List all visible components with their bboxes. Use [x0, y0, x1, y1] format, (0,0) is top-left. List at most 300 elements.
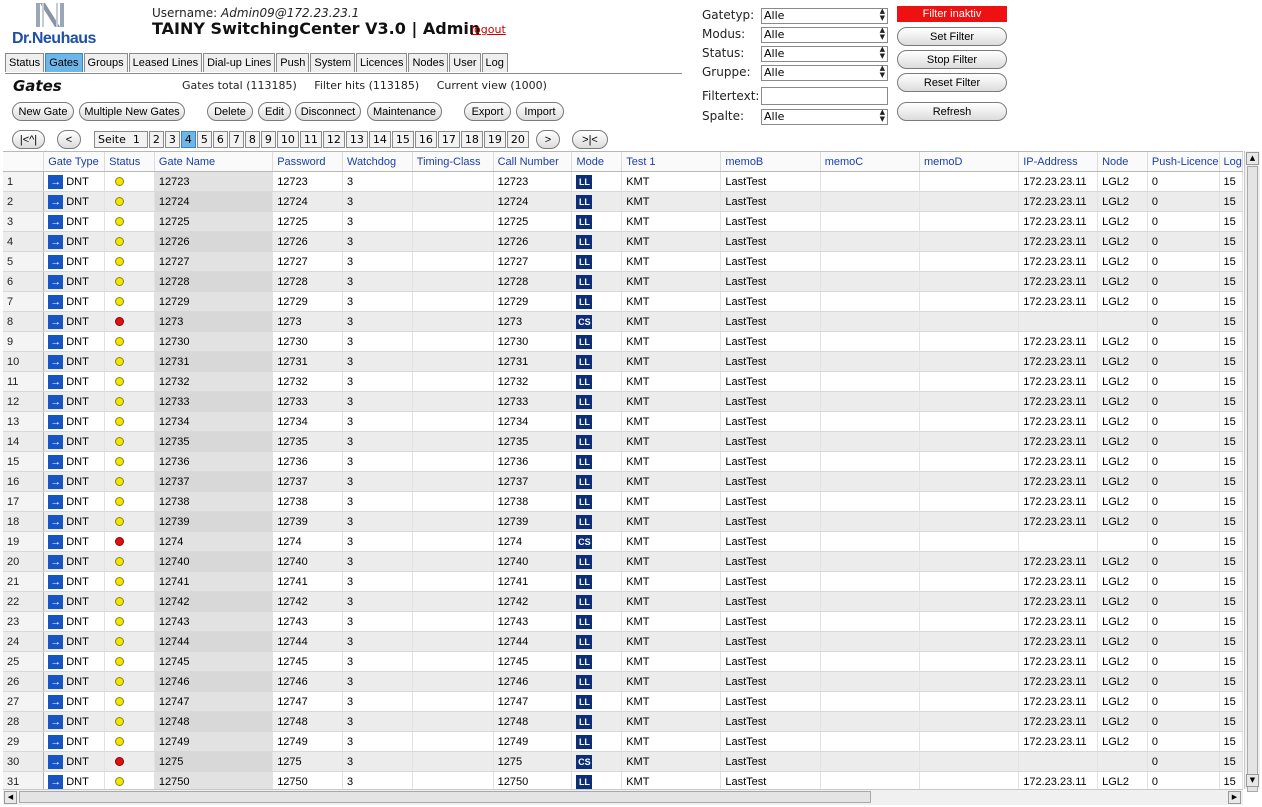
node-cell: LGL2 — [1098, 712, 1148, 732]
column-header-memod[interactable]: memoD — [919, 152, 1018, 172]
password-cell: 12750 — [273, 772, 343, 790]
scroll-right-icon[interactable]: ▶ — [1228, 791, 1241, 804]
column-header-node[interactable]: Node — [1098, 152, 1148, 172]
memob-cell: LastTest — [721, 652, 820, 672]
page-18-button[interactable]: 18 — [461, 131, 483, 148]
node-cell: LGL2 — [1098, 732, 1148, 752]
ip-address-cell: 172.23.23.11 — [1019, 252, 1098, 272]
table-row[interactable] — [3, 472, 1243, 492]
status-yellow-icon — [115, 577, 124, 586]
column-header-mode[interactable]: Mode — [572, 152, 622, 172]
log-cell: 15 — [1219, 652, 1242, 672]
mode-badge: LL — [576, 635, 592, 649]
status-value: Alle — [764, 47, 785, 60]
status-cell — [105, 352, 155, 372]
status-cell — [105, 212, 155, 232]
table-row[interactable] — [3, 212, 1243, 232]
memoc-cell — [820, 512, 919, 532]
push-licence-cell: 0 — [1147, 572, 1219, 592]
gate-type-text: DNT — [66, 335, 89, 348]
gates-total: Gates total (113185) — [182, 79, 297, 92]
export-button[interactable]: Export — [464, 102, 511, 121]
memod-cell — [919, 632, 1018, 652]
tab-push[interactable]: Push — [276, 53, 309, 72]
mode-badge: LL — [576, 255, 592, 269]
mode-cell — [572, 572, 622, 592]
gate-name-cell: 12724 — [154, 192, 272, 212]
gate-type-arrow-icon: → — [50, 275, 62, 288]
page-16-button[interactable]: 16 — [415, 131, 437, 148]
log-cell: 15 — [1219, 512, 1242, 532]
memod-cell — [919, 272, 1018, 292]
stop-filter-button[interactable]: Stop Filter — [897, 50, 1007, 69]
gruppe-select[interactable] — [761, 65, 888, 81]
gate-name-cell: 12726 — [154, 232, 272, 252]
memod-cell — [919, 752, 1018, 772]
memod-cell — [919, 572, 1018, 592]
gruppe-value: Alle — [764, 66, 785, 79]
status-yellow-icon — [115, 497, 124, 506]
test1-cell: KMT — [622, 432, 721, 452]
table-row[interactable] — [3, 532, 1243, 552]
page-20-button[interactable]: 20 — [507, 131, 529, 148]
column-header-password[interactable]: Password — [273, 152, 343, 172]
column-header-watchdog[interactable]: Watchdog — [342, 152, 412, 172]
status-cell — [105, 332, 155, 352]
tab-log[interactable]: Log — [482, 53, 508, 72]
horizontal-scrollbar[interactable] — [3, 789, 1243, 805]
gate-type-cell — [44, 252, 105, 272]
call-number-cell: 1273 — [493, 312, 572, 332]
password-cell: 12728 — [273, 272, 343, 292]
log-cell: 15 — [1219, 772, 1242, 790]
test1-cell: KMT — [622, 712, 721, 732]
mode-cell — [572, 332, 622, 352]
scroll-down-icon[interactable]: ▼ — [1246, 774, 1259, 787]
gate-type-arrow-icon: → — [50, 315, 62, 328]
test1-cell: KMT — [622, 252, 721, 272]
column-header-test-1[interactable]: Test 1 — [622, 152, 721, 172]
gate-type-cell — [44, 592, 105, 612]
scroll-left-icon[interactable]: ◀ — [4, 791, 17, 804]
watchdog-cell: 3 — [342, 672, 412, 692]
timing-class-cell — [412, 432, 493, 452]
mode-badge: LL — [576, 595, 592, 609]
memod-cell — [919, 432, 1018, 452]
watchdog-cell: 3 — [342, 512, 412, 532]
page-2-button[interactable]: 2 — [149, 131, 164, 148]
memod-cell — [919, 292, 1018, 312]
memoc-cell — [820, 252, 919, 272]
refresh-button[interactable]: Refresh — [897, 102, 1007, 121]
gates-table — [3, 152, 1243, 789]
table-row[interactable] — [3, 392, 1243, 412]
memoc-cell — [820, 712, 919, 732]
call-number-cell: 12730 — [493, 332, 572, 352]
timing-class-cell — [412, 492, 493, 512]
row-number: 11 — [3, 372, 44, 392]
test1-cell: KMT — [622, 232, 721, 252]
ip-address-cell: 172.23.23.11 — [1019, 572, 1098, 592]
status-cell — [105, 452, 155, 472]
mode-cell — [572, 372, 622, 392]
mode-cell — [572, 632, 622, 652]
test1-cell: KMT — [622, 372, 721, 392]
memod-cell — [919, 492, 1018, 512]
table-row[interactable] — [3, 592, 1243, 612]
disconnect-button[interactable]: Disconnect — [295, 102, 361, 121]
gate-name-cell: 12743 — [154, 612, 272, 632]
gate-type-cell — [44, 272, 105, 292]
memob-cell: LastTest — [721, 732, 820, 752]
log-cell: 15 — [1219, 552, 1242, 572]
column-header-timing-class[interactable]: Timing-Class — [412, 152, 493, 172]
table-row[interactable] — [3, 312, 1243, 332]
page-6-button[interactable]: 6 — [213, 131, 228, 148]
column-header-memoc[interactable]: memoC — [820, 152, 919, 172]
page-19-button[interactable]: 19 — [484, 131, 506, 148]
gate-type-cell — [44, 432, 105, 452]
tab-dial-up-lines[interactable]: Dial-up Lines — [203, 53, 275, 72]
ip-address-cell — [1019, 532, 1098, 552]
table-row[interactable] — [3, 432, 1243, 452]
timing-class-cell — [412, 312, 493, 332]
page-1-button[interactable]: 1 — [132, 133, 140, 146]
tab-status[interactable]: Status — [5, 53, 44, 72]
push-licence-cell: 0 — [1147, 272, 1219, 292]
tab-gates[interactable]: Gates — [45, 53, 82, 72]
import-button[interactable]: Import — [516, 102, 564, 121]
memob-cell: LastTest — [721, 712, 820, 732]
node-cell: LGL2 — [1098, 612, 1148, 632]
mode-badge: LL — [576, 415, 592, 429]
maintenance-button[interactable]: Maintenance — [367, 102, 442, 121]
page-4-button[interactable]: 4 — [181, 131, 196, 148]
first-page-button[interactable]: |<^| — [12, 130, 45, 149]
column-header-push-licence[interactable]: Push-Licence — [1147, 152, 1219, 172]
column-header-log[interactable]: Log — [1219, 152, 1242, 172]
watchdog-cell: 3 — [342, 232, 412, 252]
push-licence-cell: 0 — [1147, 212, 1219, 232]
page-8-button[interactable]: 8 — [245, 131, 260, 148]
watchdog-cell: 3 — [342, 552, 412, 572]
status-cell — [105, 312, 155, 332]
gate-type-text: DNT — [66, 415, 89, 428]
column-header-gate-type[interactable]: Gate Type — [44, 152, 105, 172]
call-number-cell: 12725 — [493, 212, 572, 232]
tab-groups[interactable]: Groups — [84, 53, 128, 72]
gate-counts — [182, 79, 561, 92]
gate-type-arrow-icon: → — [50, 175, 62, 188]
timing-class-cell — [412, 572, 493, 592]
edit-button[interactable]: Edit — [258, 102, 291, 121]
page-9-button[interactable]: 9 — [261, 131, 276, 148]
status-yellow-icon — [115, 257, 124, 266]
gate-type-text: DNT — [66, 235, 89, 248]
memob-cell: LastTest — [721, 332, 820, 352]
page-5-button[interactable]: 5 — [197, 131, 212, 148]
scroll-up-icon[interactable]: ▲ — [1246, 152, 1259, 165]
table-row[interactable] — [3, 412, 1243, 432]
status-cell — [105, 492, 155, 512]
test1-cell: KMT — [622, 412, 721, 432]
table-row[interactable] — [3, 332, 1243, 352]
gate-name-cell: 1273 — [154, 312, 272, 332]
watchdog-cell: 3 — [342, 432, 412, 452]
table-row[interactable] — [3, 612, 1243, 632]
log-cell: 15 — [1219, 612, 1242, 632]
memoc-cell — [820, 452, 919, 472]
password-cell: 12729 — [273, 292, 343, 312]
table-row[interactable] — [3, 172, 1243, 192]
status-yellow-icon — [115, 397, 124, 406]
gate-type-text: DNT — [66, 755, 89, 768]
status-cell — [105, 692, 155, 712]
memoc-cell — [820, 772, 919, 790]
vertical-scroll-thumb[interactable] — [1247, 166, 1258, 792]
table-row[interactable] — [3, 512, 1243, 532]
horizontal-scroll-thumb[interactable] — [19, 791, 871, 803]
memoc-cell — [820, 692, 919, 712]
mode-badge: LL — [576, 475, 592, 489]
table-row[interactable] — [3, 692, 1243, 712]
node-cell: LGL2 — [1098, 472, 1148, 492]
memob-cell: LastTest — [721, 632, 820, 652]
gate-type-cell — [44, 612, 105, 632]
new-gate-button[interactable]: New Gate — [12, 102, 74, 121]
row-number: 7 — [3, 292, 44, 312]
gate-type-cell — [44, 552, 105, 572]
mode-badge: CS — [578, 316, 591, 327]
gatetyp-select[interactable] — [761, 8, 888, 24]
ip-address-cell: 172.23.23.11 — [1019, 512, 1098, 532]
page-7-button[interactable]: 7 — [229, 131, 244, 148]
password-cell: 12742 — [273, 592, 343, 612]
status-cell — [105, 292, 155, 312]
log-cell: 15 — [1219, 292, 1242, 312]
memoc-cell — [820, 632, 919, 652]
status-yellow-icon — [115, 697, 124, 706]
table-row[interactable] — [3, 272, 1243, 292]
filtertext-input[interactable] — [761, 87, 888, 105]
table-row[interactable] — [3, 772, 1243, 790]
gate-name-cell: 12736 — [154, 452, 272, 472]
push-licence-cell: 0 — [1147, 652, 1219, 672]
table-row[interactable] — [3, 232, 1243, 252]
call-number-cell: 12742 — [493, 592, 572, 612]
timing-class-cell — [412, 372, 493, 392]
delete-button[interactable]: Delete — [207, 102, 253, 121]
status-cell — [105, 252, 155, 272]
multiple-new-gates-button[interactable]: Multiple New Gates — [79, 102, 185, 121]
spalte-select[interactable] — [761, 109, 888, 125]
memob-cell: LastTest — [721, 572, 820, 592]
call-number-cell: 12738 — [493, 492, 572, 512]
page-3-button[interactable]: 3 — [165, 131, 180, 148]
tab-user[interactable]: User — [449, 53, 480, 72]
filter-hits: Filter hits (113185) — [314, 79, 420, 92]
ip-address-cell: 172.23.23.11 — [1019, 412, 1098, 432]
page-11-button[interactable]: 11 — [300, 131, 322, 148]
tab-nodes[interactable]: Nodes — [408, 53, 448, 72]
gatetyp-value: Alle — [764, 9, 785, 22]
password-cell: 12744 — [273, 632, 343, 652]
test1-cell: KMT — [622, 272, 721, 292]
gate-type-arrow-icon: → — [50, 395, 62, 408]
page-13-button[interactable]: 13 — [346, 131, 368, 148]
test1-cell: KMT — [622, 292, 721, 312]
table-row[interactable] — [3, 372, 1243, 392]
gate-type-text: DNT — [66, 695, 89, 708]
node-cell — [1098, 312, 1148, 332]
table-row[interactable] — [3, 492, 1243, 512]
page-15-button[interactable]: 15 — [392, 131, 414, 148]
log-cell: 15 — [1219, 372, 1242, 392]
mode-cell — [572, 312, 622, 332]
column-header-ip-address[interactable]: IP-Address — [1019, 152, 1098, 172]
password-cell: 12737 — [273, 472, 343, 492]
next-page-button[interactable]: > — [536, 130, 560, 149]
timing-class-cell — [412, 212, 493, 232]
status-select[interactable] — [761, 46, 888, 62]
memod-cell — [919, 512, 1018, 532]
status-cell — [105, 552, 155, 572]
table-row[interactable] — [3, 652, 1243, 672]
memoc-cell — [820, 472, 919, 492]
log-cell: 15 — [1219, 232, 1242, 252]
mode-badge: LL — [576, 355, 592, 369]
page-12-button[interactable]: 12 — [323, 131, 345, 148]
table-row[interactable] — [3, 752, 1243, 772]
vertical-scrollbar[interactable] — [1244, 151, 1260, 789]
table-row[interactable] — [3, 552, 1243, 572]
mode-cell — [572, 672, 622, 692]
memoc-cell — [820, 532, 919, 552]
log-cell: 15 — [1219, 732, 1242, 752]
mode-badge: LL — [576, 215, 592, 229]
spalte-label: Spalte: — [702, 109, 745, 123]
ip-address-cell: 172.23.23.11 — [1019, 552, 1098, 572]
timing-class-cell — [412, 272, 493, 292]
password-cell: 12731 — [273, 352, 343, 372]
logo-mark-icon — [30, 2, 70, 28]
mode-badge: LL — [576, 375, 592, 389]
gate-type-arrow-icon: → — [50, 575, 62, 588]
tab-licences[interactable]: Licences — [356, 53, 407, 72]
tab-leased-lines[interactable]: Leased Lines — [129, 53, 202, 72]
push-licence-cell: 0 — [1147, 372, 1219, 392]
table-row[interactable] — [3, 672, 1243, 692]
page-10-button[interactable]: 10 — [277, 131, 299, 148]
spinner-icon: ▲ ▼ — [879, 64, 885, 79]
call-number-cell: 12736 — [493, 452, 572, 472]
gate-name-cell: 12734 — [154, 412, 272, 432]
column-header-call-number[interactable]: Call Number — [493, 152, 572, 172]
column-header-gate-name[interactable]: Gate Name — [154, 152, 272, 172]
page-17-button[interactable]: 17 — [438, 131, 460, 148]
modus-select[interactable] — [761, 27, 888, 43]
node-cell: LGL2 — [1098, 692, 1148, 712]
password-cell: 12736 — [273, 452, 343, 472]
row-number: 30 — [3, 752, 44, 772]
tab-system[interactable]: System — [310, 53, 355, 72]
log-cell: 15 — [1219, 632, 1242, 652]
gate-name-cell: 12749 — [154, 732, 272, 752]
watchdog-cell: 3 — [342, 632, 412, 652]
mode-cell — [572, 652, 622, 672]
status-red-icon — [115, 537, 124, 546]
last-page-button[interactable]: >|< — [572, 130, 608, 149]
memoc-cell — [820, 232, 919, 252]
table-row[interactable] — [3, 712, 1243, 732]
table-row[interactable] — [3, 252, 1243, 272]
log-cell: 15 — [1219, 412, 1242, 432]
gate-name-cell: 12747 — [154, 692, 272, 712]
gate-type-arrow-icon: → — [50, 595, 62, 608]
memob-cell: LastTest — [721, 472, 820, 492]
password-cell: 12733 — [273, 392, 343, 412]
table-row[interactable] — [3, 192, 1243, 212]
set-filter-button[interactable]: Set Filter — [897, 27, 1007, 46]
gate-type-arrow-icon: → — [50, 455, 62, 468]
table-row[interactable] — [3, 632, 1243, 652]
column-header-status[interactable]: Status — [105, 152, 155, 172]
row-number: 3 — [3, 212, 44, 232]
mode-badge: LL — [576, 515, 592, 529]
memod-cell — [919, 192, 1018, 212]
node-cell: LGL2 — [1098, 352, 1148, 372]
row-number: 22 — [3, 592, 44, 612]
status-cell — [105, 612, 155, 632]
table-row[interactable] — [3, 292, 1243, 312]
gate-name-cell: 12735 — [154, 432, 272, 452]
gate-type-arrow-icon: → — [50, 235, 62, 248]
memoc-cell — [820, 292, 919, 312]
gate-name-cell: 12750 — [154, 772, 272, 790]
status-cell — [105, 512, 155, 532]
timing-class-cell — [412, 512, 493, 532]
memod-cell — [919, 392, 1018, 412]
push-licence-cell: 0 — [1147, 532, 1219, 552]
row-number: 8 — [3, 312, 44, 332]
mode-cell — [572, 352, 622, 372]
mode-cell — [572, 552, 622, 572]
memob-cell: LastTest — [721, 192, 820, 212]
ip-address-cell: 172.23.23.11 — [1019, 232, 1098, 252]
table-row[interactable] — [3, 452, 1243, 472]
test1-cell: KMT — [622, 312, 721, 332]
password-cell: 12725 — [273, 212, 343, 232]
table-row[interactable] — [3, 732, 1243, 752]
gate-name-cell: 12730 — [154, 332, 272, 352]
prev-page-button[interactable]: < — [57, 130, 81, 149]
push-licence-cell: 0 — [1147, 752, 1219, 772]
table-row[interactable] — [3, 352, 1243, 372]
column-header-memob[interactable]: memoB — [721, 152, 820, 172]
gate-name-cell: 12738 — [154, 492, 272, 512]
reset-filter-button[interactable]: Reset Filter — [897, 73, 1007, 92]
watchdog-cell: 3 — [342, 352, 412, 372]
table-row[interactable] — [3, 572, 1243, 592]
watchdog-cell: 3 — [342, 652, 412, 672]
watchdog-cell: 3 — [342, 272, 412, 292]
status-red-icon — [115, 757, 124, 766]
page-14-button[interactable]: 14 — [369, 131, 391, 148]
status-yellow-icon — [115, 657, 124, 666]
logout-link[interactable]: logout — [471, 23, 506, 36]
password-cell: 12735 — [273, 432, 343, 452]
row-number: 25 — [3, 652, 44, 672]
